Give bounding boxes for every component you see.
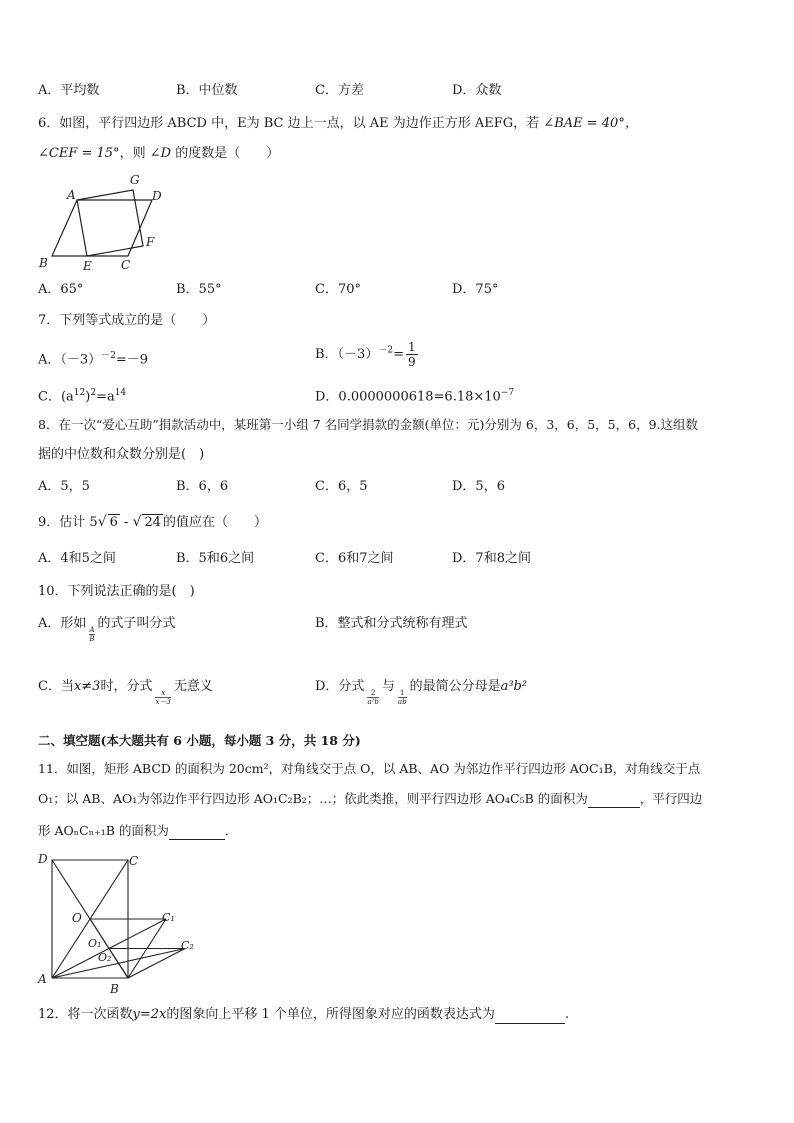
q8-option-b: B．6，6 — [176, 479, 229, 494]
q6-stem-line1: 6．如图，平行四边形 ABCD 中，E为 BC 边上一点，以 AE 为边作正方形 AEFG，若 ∠BAE = 40°， — [38, 116, 638, 131]
q11-stem-line1: 11．如图，矩形 ABCD 的面积为 20cm²，对角线交于点 O，以 AB、AO 为邻边作平行四边形 AOC₁B，对角线交于点 — [38, 761, 701, 776]
q6-option-c: C．70° — [315, 282, 361, 297]
q11-figure — [36, 850, 206, 1000]
label-f: F — [146, 235, 155, 249]
q6-option-a: A．65° — [38, 282, 84, 297]
label-a: A — [38, 972, 47, 986]
q7-option-b: B．$(-3)^{-2}=$ $\frac{1}{9}$ — [315, 340, 416, 369]
q11-answer-blank-1[interactable] — [588, 807, 640, 808]
q5-option-d: D．众数 — [452, 83, 502, 98]
q10-stem: 10．下列说法正确的是( ) — [38, 584, 195, 599]
q8-option-d: D．5，6 — [452, 479, 505, 494]
q6-figure — [36, 172, 166, 272]
q9-option-a: A．4和5之间 — [38, 551, 116, 566]
q10-option-a: A．形如 $\frac{A}{B}$ 的式子叫分式 — [38, 616, 176, 643]
q7-option-c: C．$(a^{12})^2=a^{14}$ — [38, 388, 127, 405]
label-o1: O₁ — [88, 937, 102, 950]
q10-option-d: D．分式 $\frac{2}{\text{a²b}}$ 与 $\frac{1}{ab}$ 的最简公分母是a³b² — [315, 679, 528, 706]
label-d: D — [152, 189, 162, 203]
label-e: E — [83, 259, 92, 273]
q11-stem-line3: 形 AOₙCₙ₊₁B 的面积为 ． — [38, 823, 238, 838]
q5-option-a: A．平均数 — [38, 83, 100, 98]
q7-stem: 7．下列等式成立的是（ ） — [38, 313, 216, 328]
label-c: C — [121, 258, 131, 272]
label-o: O — [72, 911, 82, 925]
q8-stem-line1: 8．在一次“爱心互助”捐款活动中，某班第一小组 7 名同学捐款的金额(单位：元)分别为 6，3，6，5，5，6，9.这组数 — [38, 417, 699, 432]
label-o2: O₂ — [98, 951, 112, 964]
label-b: B — [39, 256, 48, 270]
q8-stem-line2: 据的中位数和众数分别是( ) — [38, 447, 205, 462]
label-g: G — [130, 173, 140, 187]
q7-option-d: D．$0.0000000618=6.18\times 10^{-7}$ — [315, 388, 515, 405]
q5-option-c: C．方差 — [315, 83, 364, 98]
q6-stem-line2: ∠CEF = 15°，则 ∠D 的度数是（ ） — [38, 146, 280, 161]
q9-option-d: D．7和8之间 — [452, 551, 531, 566]
q12-stem: 12．将一次函数y=2x的图象向上平移 1 个单位，所得图象对应的函数表达式为 . — [38, 1007, 570, 1022]
q9-option-b: B．5和6之间 — [176, 551, 255, 566]
q11-answer-blank-2[interactable] — [169, 839, 225, 840]
label-c1: C₁ — [162, 911, 175, 924]
q12-answer-blank[interactable] — [495, 1023, 565, 1024]
q6-option-b: B．55° — [176, 282, 222, 297]
q10-option-c: C．当x≠3时，分式 $\frac{x}{x-3}$ 无意义 — [38, 679, 213, 706]
q11-stem-line2: O₁；以 AB、AO₁为邻边作平行四边形 AO₁C₂B₂；…；依此类推，则平行四边形 AO₄C₅B 的面积为 ，平行四边 — [38, 791, 703, 806]
q8-option-c: C．6，5 — [315, 479, 368, 494]
q8-option-a: A．5，5 — [38, 479, 90, 494]
q6-option-d: D．75° — [452, 282, 499, 297]
label-b: B — [110, 982, 119, 996]
q9-stem: 9．估计 5√ 6 - √ 24 的值应在（ ） — [38, 514, 268, 530]
q5-option-b: B．中位数 — [176, 83, 238, 98]
section-heading-fill-blank: 二、填空题(本大题共有 6 小题，每小题 3 分，共 18 分) — [38, 733, 361, 748]
label-d: D — [38, 852, 48, 866]
q9-option-c: C．6和7之间 — [315, 551, 394, 566]
q10-option-b: B．整式和分式统称有理式 — [315, 616, 468, 631]
label-c2: C₂ — [181, 939, 194, 952]
q7-option-a: A．$(-3)^{-2}=-9$ — [38, 351, 149, 368]
label-c: C — [129, 854, 139, 868]
label-a: A — [67, 188, 76, 202]
